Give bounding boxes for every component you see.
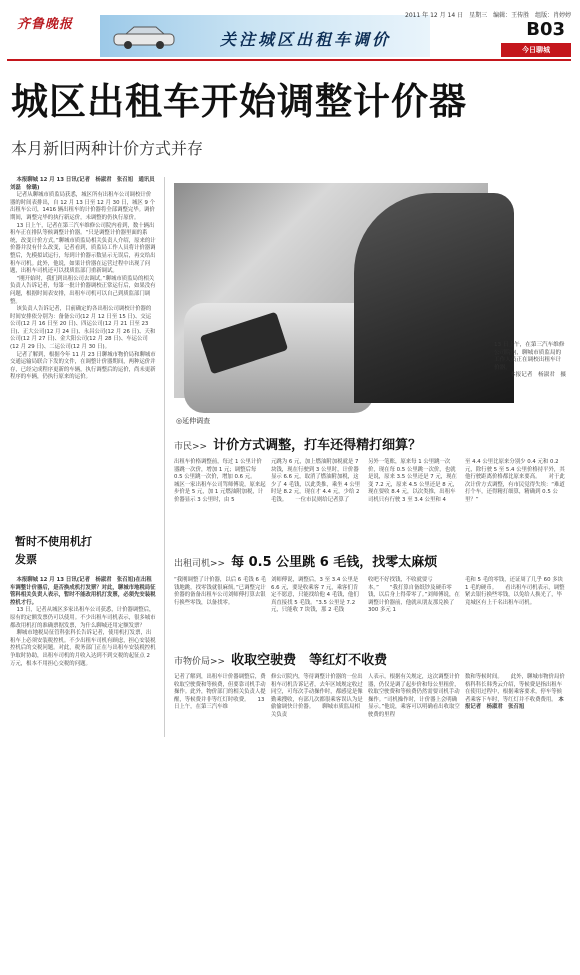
section-text: 另外一笔账，原来每 1 公里跳一次价，现在每 0.5 公里跳一次价，也就是说，原来 3.5 公里还是 7 元，现在变 7.2 元，原来 4.5 公里还是 8 元，现在要收 8.4 元，以次类推，出租车司机只有行驶 3 至 3.4 公里和 4 <box>368 459 459 503</box>
date-line: 2011 年 12 月 14 日 星期三 编辑：王传胜 组版：肖婷婷 <box>405 12 572 19</box>
section-text: 刘师傅说，调整后，3 至 3.4 公里是 6.6 元，要是收乘客 7 元，乘客们肯定不愿意，只能找给他 4 毛钱，他们真直接找 5 毛钱。“3.5 公里是 7.2 元，只能收 7 块钱，那 2 毛钱 <box>271 577 359 614</box>
banner-title: 关注城区出租车调价 <box>220 30 392 49</box>
section-title: 收取空驶费 等红灯不收费 <box>231 653 388 668</box>
section-text: “我刚调整了计价器，以后 6 毛钱 6 毛钱地跳，找零钱就很麻烦。”已调整完计价器的备备出租车公司刘师傅打算去银行换些零钱，以备找零。 <box>174 577 266 606</box>
section-text: 出租车价格调整前，每过 1 公里计价器跳一次价，增加 1 元；调整后每 0.5 公里跳一次价，增加 0.6 元。 城区一家出租车公司驾师傅说，原来起步价是 5 元，加 1 元燃油附加税，计价器显示 3 公里时，由 5 <box>174 459 266 503</box>
section-heading-price-bureau <box>174 649 387 668</box>
section-title: 每 0.5 公里跳 6 毛钱，找零太麻烦 <box>231 555 438 570</box>
section-kicker: 市物价局>> <box>174 657 226 667</box>
headline: 城区出租车开始调整计价器 <box>11 80 467 123</box>
side-paragraph: 13 日，记者从城区多家出租车公司获悉，计价器调整后，原有的定额发票仍可以使用。不少出租车司机表示，很多城市都改用机打的准确票据发票，为什么聊城还用定额发票？ <box>10 607 156 629</box>
byline: 本报聊城 12 月 13 日讯(记者 杨淑君 张召旭 通讯员 刘磊 徐璐) <box>10 177 161 191</box>
masthead-rule <box>7 59 571 61</box>
page-number: B03 <box>526 19 565 40</box>
section-text: 记者了解到，出租车计价器调整后，费收取空驶费和等候费，但要靠司机手动操作。此外，物价部门的相关负责人提醒，等候费并非等红灯时收费。 13 日上午，在第三汽车维 <box>174 674 266 711</box>
section-text <box>465 674 567 736</box>
subheadline: 本月新旧两种计价方式并存 <box>11 139 204 158</box>
side-paragraph: 聊城市地税局征管科张科长告诉记者，使用机打发票，出租车上必须安装税控机。不少出租车司机有顾虑，担心安装税控机后的交税问题。对此，税务部门正在与出租车安装税控机争取时协助，出租车司机的月收入达到不到交税的起征点 2 万元，根本不用担心交税的问题。 <box>10 630 156 667</box>
section-text: 元跳为 6 元，加上燃油附加税就是 7 块钱，现在行驶到 3 公里时，计价器显示 6.6 元，取消了燃油附加税，这少了 4 毛钱，以此类推，乘坐 4 公里时是 8.2 元，现在才 4.4 元，少给 2 毛钱。 一位市民则给记者算了 <box>271 459 361 503</box>
lead-paragraph: 13 日上午，记者在第三汽车维修公司院内看到，数十辆出租车正在排队等候调整计价器。“只是调整计价器里面的系统，改变计价方式。”聊城市质监局相关负责人介绍，原来的计价器并没有什么改变，记者看到，质监局工作人员将计价器调整后，先模拟试运行，每到计价器示数显示无误后，再交给出租车司机。此外，他说，如果计价器在运营过程中出现了问题，出租车司机还可以找质监部门重新调试。 <box>10 222 156 275</box>
lead-paragraph: 该负责人告诉记者，目前确定的各出租公司调校计价器的时间安排依分别为：备备公司(12 月 12 日至 15 日)、交运公司(12 月 16 日至 20 日)、四运公司(12 月 21 日至 23 日)、正大公司(12 月 24 日)、永昌公司(12 月 26 日)、天和公司(12 月 27 日)、金大阳公司(12 月 28 日)、车运公司(12 月 29 日)、二运公司(12 月 30 日)。 <box>10 306 156 351</box>
section-text: 修公司院内，等待调整计价器的一位出租车司机告诉记者，去年区域规定收过同空，可每次手动操作时，都感觉是像勤乘搜收，有部几次都很乘客误认为是偷偷调快计价器。 聊城市质监局相关负责 <box>271 674 363 718</box>
caption-text: 13 日上午，在第三汽车维修公司院内，聊城市质监局的工作人员正在调校出租车计价器。 <box>494 342 565 371</box>
masthead <box>7 9 571 59</box>
lead-paragraph: 记者从聊城市质监局获悉，城区所有出租车公司调校计价器的时间表排出，自 12 月 13 日至 12 月 30 日，城区 9 个出租车公司，1416 辆出租车的计价器将全部调整完毕。调价期间，调整完毕的执行新运价，未调整的仍执行原价。 <box>10 192 156 221</box>
section-text: 至 4.4 公里比原来分别少 0.4 元和 0.2 元，除行驶 5 至 5.4 公里价格持平外，其他行驶距离价格都比原来要高。 对于此次计价方式调整，有市民觉得失埃：“难道打个车，还得精打细算，精确到 0.5 公里？” <box>465 459 565 503</box>
lead-article-column <box>10 177 161 535</box>
lead-paragraph: “刚开始时，我们到出租公司去调试。”聊城市质监局的相关负责人告诉记者，每第一批计价器调校正常运行后，如果没有问题，根据时间表安排，出租车司机可以自己到质监部门调整。 <box>10 275 156 305</box>
newspaper-logo: 齐鲁晚报 <box>17 17 74 32</box>
section-text: 收吧不好找钱，不收就要亏本。” “我打算自备纸钞及硬币零钱，以后身上得带零了。”刘师傅说，在调整计价器前，他就从朋友那兑换了 300 多元 1 <box>368 577 460 614</box>
photo-caption <box>494 342 566 380</box>
newspaper-page <box>7 9 571 741</box>
side-article-column <box>10 577 156 737</box>
section-text-body: 数和等候时间。 此外，聊城市物价局价格科科长韩秀云介绍，等候费是指出租车在使用过程中，根据乘客要求，停车等候者乘客下车时，等红灯并不收费费用。 <box>465 674 565 703</box>
news-photo <box>174 183 488 398</box>
section-heading-citizens <box>174 434 421 453</box>
extension-label: ◎延伸调查 <box>176 417 211 425</box>
section-heading-drivers <box>174 551 437 570</box>
section-tag: 今日聊城 <box>501 43 571 57</box>
banner <box>100 15 430 57</box>
article-signature: 本报记者 杨淑君 张召旭 <box>465 696 564 711</box>
section-kicker: 市民>> <box>174 442 208 452</box>
section-text: 毛和 5 毛的零钱，还证周了几乎 60 多块 1 毛的硬币。 看出租车司机表示，调整紧去银行换些零钱，以免给人换光了，毕竟城区有上千名出租车司机。 <box>465 577 565 606</box>
side-paragraph: 本报聊城 12 月 13 日讯(记者 杨淑君 张召旭)在出租车调整计价器后，是否换成机打发票？对此，聊城市地税局征管科相关负责人表示，暂时不能改用机打发票，必须先安装税控机才行。 <box>10 577 156 606</box>
taxi-car-icon <box>112 25 176 49</box>
photo-worker <box>354 193 514 403</box>
section-title: 计价方式调整，打车还得精打细算？ <box>213 438 422 453</box>
side-subhead: 暂时不使用机打发票 <box>15 535 92 566</box>
section-kicker: 出租司机>> <box>174 559 226 569</box>
lead-paragraph: 记者了解到，根据今年 11 月 23 日聊城市物价局和聊城市交通运输局联合下发的文件，在调整计价器期间，两种运价并存，已经完成程序更新的车辆，执行调整后的运价，尚未更新程序的车辆，仍执行原来的运价。 <box>10 351 156 381</box>
photo-credit: 本报记者 杨淑君 摄 <box>510 372 566 378</box>
section-text: 人表示，根据有关规定，这次调整计价器，仍仅是调了起步价和每公里租价，收取空驶费和等候费仍然需要司机手动操作。“司机操作时，计价器上会明确显示。”他说，乘客可以明确看出收取空驶费的里程 <box>368 674 460 718</box>
column-divider <box>164 177 165 737</box>
